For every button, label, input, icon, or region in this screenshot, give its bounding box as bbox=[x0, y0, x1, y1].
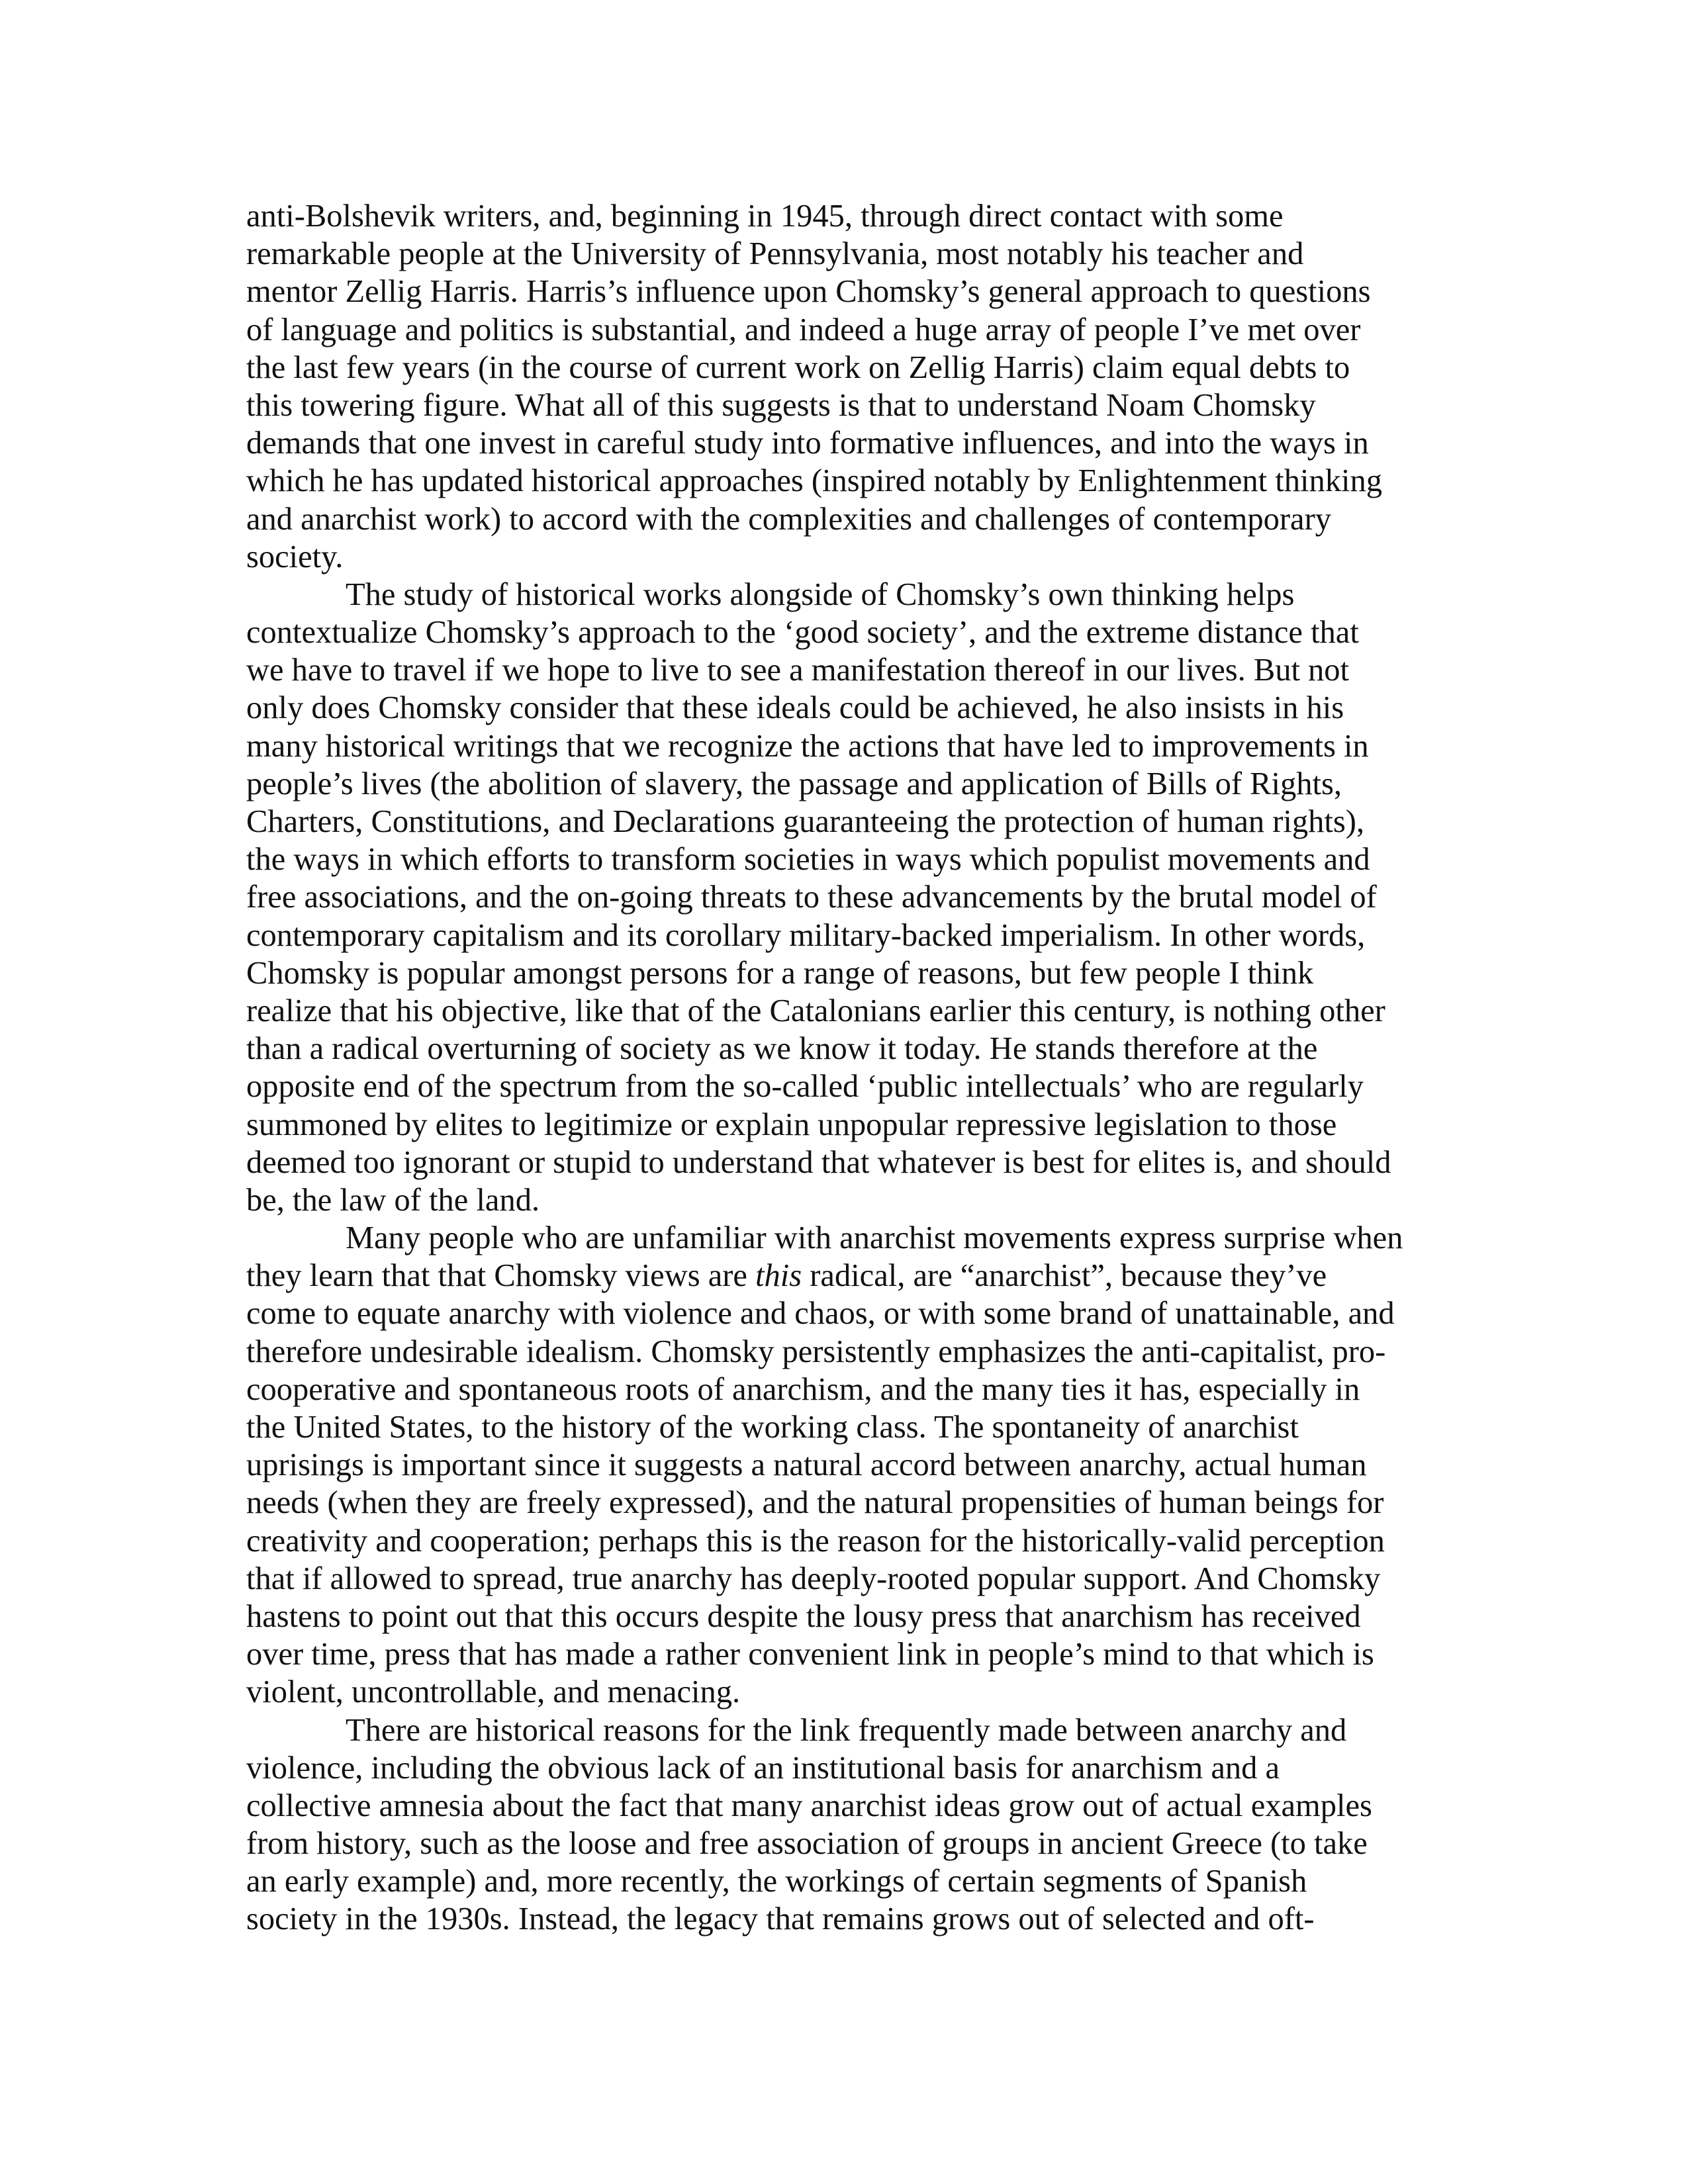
text-line: and anarchist work) to accord with the complexities and challenges of contemporary bbox=[246, 501, 1331, 537]
text-line: be, the law of the land. bbox=[246, 1182, 540, 1218]
text-line: Charters, Constitutions, and Declarations guaranteeing the protection of human rights), bbox=[246, 804, 1364, 839]
text-line: come to equate anarchy with violence and chaos, or with some brand of unattainable, and bbox=[246, 1296, 1395, 1332]
text-line: The study of historical works alongside of Chomsky’s own thinking helps bbox=[346, 576, 1295, 612]
text-line: summoned by elites to legitimize or explain unpopular repressive legislation to those bbox=[246, 1107, 1337, 1142]
text-line: the United States, to the history of the working class. The spontaneity of anarchist bbox=[246, 1410, 1299, 1445]
text-line: contextualize Chomsky’s approach to the ‘good society’, and the extreme distance that bbox=[246, 615, 1359, 651]
text-line: only does Chomsky consider that these ideals could be achieved, he also insists in his bbox=[246, 690, 1344, 726]
text-line: anti-Bolshevik writers, and, beginning in 1945, through direct contact with some bbox=[246, 199, 1284, 234]
emphasized-word: this bbox=[755, 1258, 802, 1294]
paragraph-1 bbox=[246, 197, 1451, 576]
text-line: cooperative and spontaneous roots of anarchism, and the many ties it has, especially in bbox=[246, 1371, 1360, 1407]
text-line: There are historical reasons for the link frequently made between anarchy and bbox=[346, 1712, 1347, 1748]
text-line: contemporary capitalism and its corollary military-backed imperialism. In other words, bbox=[246, 917, 1366, 953]
text-line: mentor Zellig Harris. Harris’s influence upon Chomsky’s general approach to questions bbox=[246, 274, 1371, 310]
text-line: Many people who are unfamiliar with anarchist movements express surprise when bbox=[346, 1220, 1403, 1256]
text-run: radical, are “anarchist”, because they’ve bbox=[802, 1258, 1327, 1294]
text-line: uprisings is important since it suggests a natural accord between anarchy, actual human bbox=[246, 1447, 1367, 1483]
text-line: of language and politics is substantial, and indeed a huge array of people I’ve met over bbox=[246, 312, 1361, 347]
text-line: an early example) and, more recently, the workings of certain segments of Spanish bbox=[246, 1864, 1307, 1899]
text-line: violence, including the obvious lack of an institutional basis for anarchism and a bbox=[246, 1750, 1280, 1786]
text-line: therefore undesirable idealism. Chomsky persistently emphasizes the anti-capitalist, pro- bbox=[246, 1334, 1386, 1369]
text-line: from history, such as the loose and free association of groups in ancient Greece (to take bbox=[246, 1826, 1368, 1862]
text-line: creativity and cooperation; perhaps this is the reason for the historically-valid perception bbox=[246, 1523, 1385, 1559]
text-line: hastens to point out that this occurs despite the lousy press that anarchism has received bbox=[246, 1598, 1361, 1634]
paragraph-3 bbox=[246, 1219, 1451, 1711]
text-line: opposite end of the spectrum from the so-called ‘public intellectuals’ who are regularly bbox=[246, 1069, 1364, 1105]
paragraph-2 bbox=[246, 576, 1451, 1219]
text-line: we have to travel if we hope to live to see a manifestation thereof in our lives. But not bbox=[246, 653, 1350, 688]
text-line: society. bbox=[246, 539, 344, 574]
text-line: society in the 1930s. Instead, the legacy that remains grows out of selected and oft- bbox=[246, 1901, 1315, 1937]
text-line: violent, uncontrollable, and menacing. bbox=[246, 1674, 741, 1710]
text-line: remarkable people at the University of Pennsylvania, most notably his teacher and bbox=[246, 236, 1304, 272]
text-line: needs (when they are freely expressed), and the natural propensities of human beings for bbox=[246, 1485, 1384, 1521]
text-line: than a radical overturning of society as we know it today. He stands therefore at the bbox=[246, 1031, 1318, 1067]
text-line: the ways in which efforts to transform societies in ways which populist movements and bbox=[246, 842, 1370, 878]
text-line: realize that his objective, like that of the Catalonians earlier this century, is nothing other bbox=[246, 993, 1385, 1028]
text-line: many historical writings that we recognize the actions that have led to improvements in bbox=[246, 728, 1369, 764]
text-line-with-emphasis bbox=[246, 1257, 1451, 1295]
text-run: they learn that that Chomsky views are bbox=[246, 1258, 756, 1294]
text-line: this towering figure. What all of this suggests is that to understand Noam Chomsky bbox=[246, 387, 1316, 423]
text-line: demands that one invest in careful study into formative influences, and into the ways in bbox=[246, 426, 1369, 461]
text-line: free associations, and the on-going threats to these advancements by the brutal model of bbox=[246, 880, 1377, 915]
text-line: Chomsky is popular amongst persons for a range of reasons, but few people I think bbox=[246, 955, 1314, 991]
text-line: deemed too ignorant or stupid to understand that whatever is best for elites is, and should bbox=[246, 1144, 1391, 1180]
text-line: people’s lives (the abolition of slavery, the passage and application of Bills of Rights, bbox=[246, 766, 1342, 801]
text-line: which he has updated historical approaches (inspired notably by Enlightenment thinking bbox=[246, 463, 1382, 499]
text-line: over time, press that has made a rather convenient link in people’s mind to that which is bbox=[246, 1637, 1374, 1672]
paragraph-4 bbox=[246, 1711, 1451, 1938]
text-line: collective amnesia about the fact that many anarchist ideas grow out of actual examples bbox=[246, 1788, 1372, 1823]
text-line: the last few years (in the course of current work on Zellig Harris) claim equal debts to bbox=[246, 349, 1350, 385]
body-text bbox=[246, 197, 1451, 1938]
text-line: that if allowed to spread, true anarchy has deeply-rooted popular support. And Chomsky bbox=[246, 1561, 1381, 1596]
